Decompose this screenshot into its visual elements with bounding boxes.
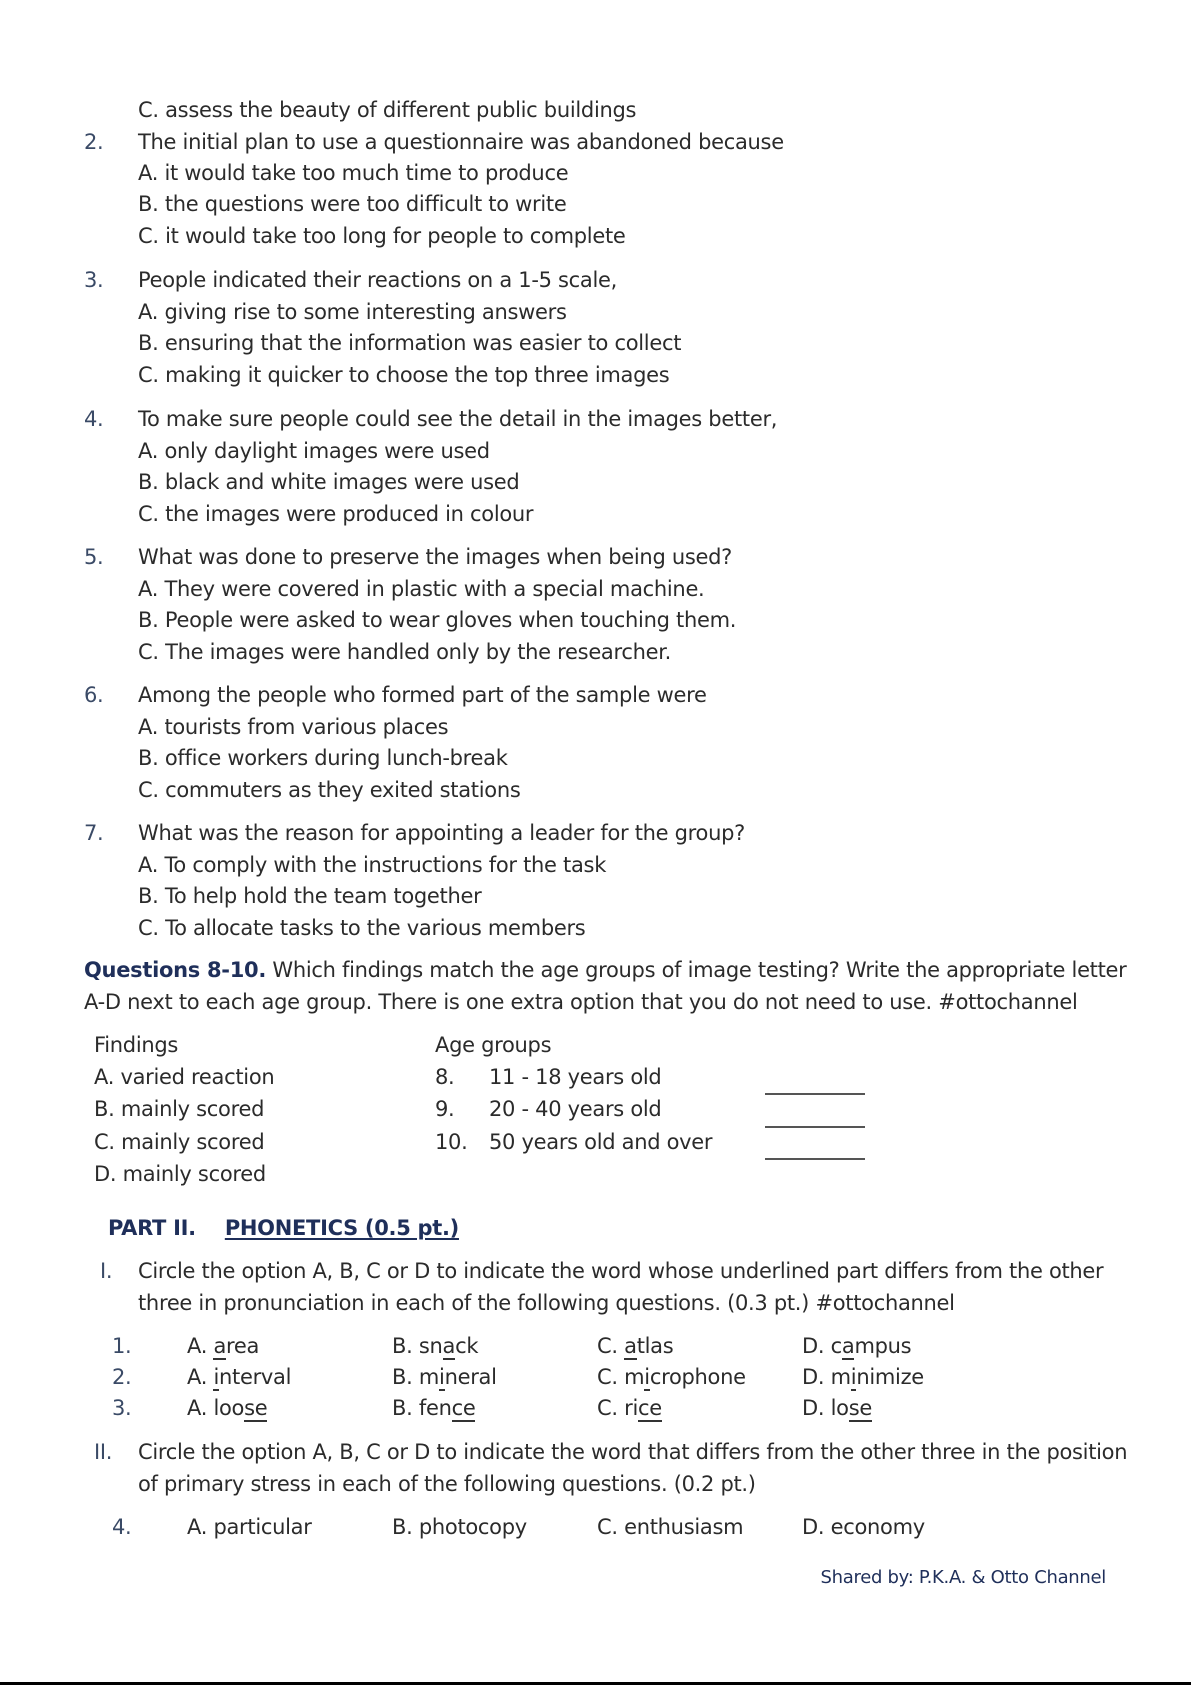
option: B. To help hold the team together: [138, 884, 482, 908]
option: C. it would take too long for people to complete: [138, 224, 626, 248]
age-groups-header: Age groups: [435, 1033, 552, 1057]
section-instruction: Circle the option A, B, C or D to indicate the word whose underlined part differs from the other: [138, 1259, 1104, 1283]
section-roman: II.: [94, 1440, 113, 1464]
row-number: 2.: [112, 1365, 132, 1389]
question-stem: The initial plan to use a questionnaire was abandoned because: [138, 130, 784, 154]
option: B. the questions were too difficult to write: [138, 192, 567, 216]
age-label: 50 years old and over: [489, 1130, 713, 1154]
finding-item: D. mainly scored: [94, 1162, 266, 1186]
option: B. People were asked to wear gloves when touching them.: [138, 608, 737, 632]
option: A. area: [187, 1334, 260, 1358]
option: B. office workers during lunch-break: [138, 746, 508, 770]
age-number: 9.: [435, 1097, 455, 1121]
question-number: 4.: [84, 407, 104, 431]
age-label: 20 - 40 years old: [489, 1097, 662, 1121]
option: B. fence: [392, 1396, 476, 1420]
option: C. To allocate tasks to the various members: [138, 916, 586, 940]
option: C. the images were produced in colour: [138, 502, 534, 526]
finding-item: B. mainly scored: [94, 1097, 265, 1121]
option: B. black and white images were used: [138, 470, 520, 494]
question-stem: What was the reason for appointing a leader for the group?: [138, 821, 745, 845]
option: A. They were covered in plastic with a special machine.: [138, 577, 705, 601]
question-stem: People indicated their reactions on a 1-5 scale,: [138, 268, 618, 292]
section-instruction: of primary stress in each of the following questions. (0.2 pt.): [138, 1472, 756, 1496]
part-prefix: PART II.: [108, 1216, 196, 1240]
finding-item: A. varied reaction: [94, 1065, 275, 1089]
option: A. To comply with the instructions for the task: [138, 853, 607, 877]
section-instruction: Circle the option A, B, C or D to indicate the word that differs from the other three in the position: [138, 1440, 1128, 1464]
option: A. only daylight images were used: [138, 439, 490, 463]
age-number: 10.: [435, 1130, 468, 1154]
matching-label: Questions 8-10.: [84, 958, 266, 982]
footer-credit: Shared by: P.K.A. & Otto Channel: [820, 1567, 1106, 1588]
option: C. commuters as they exited stations: [138, 778, 521, 802]
row-number: 3.: [112, 1396, 132, 1420]
option: A. loose: [187, 1396, 268, 1420]
part-heading: [108, 1215, 459, 1241]
option: A. it would take too much time to produce: [138, 161, 569, 185]
answer-blank-10[interactable]: [765, 1158, 865, 1160]
matching-instruction-line1: [84, 957, 1127, 983]
option: D. lose: [802, 1396, 872, 1420]
age-number: 8.: [435, 1065, 455, 1089]
question-stem: What was done to preserve the images when being used?: [138, 545, 732, 569]
option: B. mineral: [392, 1365, 497, 1389]
question-number: 7.: [84, 821, 104, 845]
answer-blank-9[interactable]: [765, 1126, 865, 1128]
matching-instruction-text: Which findings match the age groups of image testing? Write the appropriate letter: [266, 958, 1127, 982]
row-number: 1.: [112, 1334, 132, 1358]
option: C. making it quicker to choose the top three images: [138, 363, 670, 387]
option: B. ensuring that the information was easier to collect: [138, 331, 682, 355]
question-stem: Among the people who formed part of the sample were: [138, 683, 707, 707]
option: C. microphone: [597, 1365, 746, 1389]
option: B. snack: [392, 1334, 479, 1358]
option: A. tourists from various places: [138, 715, 449, 739]
answer-blank-8[interactable]: [765, 1093, 865, 1095]
carryover-option: C. assess the beauty of different public buildings: [138, 98, 637, 122]
question-number: 3.: [84, 268, 104, 292]
part-title: PHONETICS (0.5 pt.): [224, 1216, 459, 1240]
question-stem: To make sure people could see the detail in the images better,: [138, 407, 778, 431]
row-number: 4.: [112, 1515, 132, 1539]
matching-instruction-line2: A-D next to each age group. There is one extra option that you do not need to use. #ottochannel: [84, 990, 1078, 1014]
option: A. interval: [187, 1365, 292, 1389]
section-roman: I.: [100, 1259, 113, 1283]
question-number: 2.: [84, 130, 104, 154]
option: C. The images were handled only by the researcher.: [138, 640, 672, 664]
question-number: 6.: [84, 683, 104, 707]
option: D. economy: [802, 1515, 925, 1539]
option: A. giving rise to some interesting answers: [138, 300, 567, 324]
option: D. minimize: [802, 1365, 924, 1389]
section-instruction: three in pronunciation in each of the following questions. (0.3 pt.) #ottochannel: [138, 1291, 955, 1315]
option: C. enthusiasm: [597, 1515, 744, 1539]
option: A. particular: [187, 1515, 312, 1539]
age-label: 11 - 18 years old: [489, 1065, 662, 1089]
option: B. photocopy: [392, 1515, 527, 1539]
finding-item: C. mainly scored: [94, 1130, 265, 1154]
option: C. rice: [597, 1396, 662, 1420]
option: C. atlas: [597, 1334, 674, 1358]
question-number: 5.: [84, 545, 104, 569]
findings-header: Findings: [94, 1033, 179, 1057]
option: D. campus: [802, 1334, 912, 1358]
